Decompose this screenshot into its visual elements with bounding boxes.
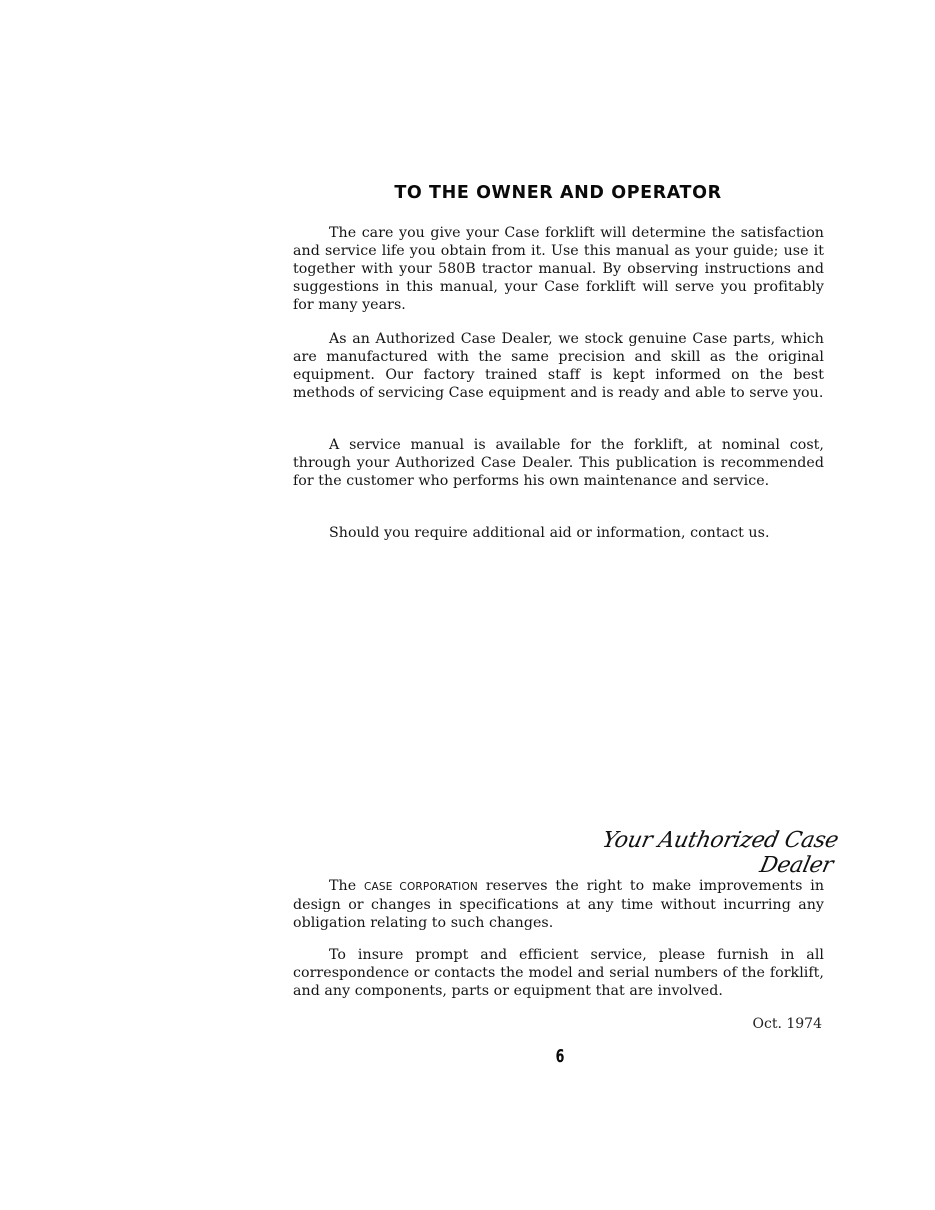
paragraph-care: The care you give your Case forklift will determine the satisfaction and service life you obtain from it. Use this manual as your guide; use it together with your 580B tractor manual. By observing instructions and suggestions in this manual, your Case forklift will serve you profitably for many years. (293, 225, 824, 313)
paragraph-contact: Should you require additional aid or information, contact us. (329, 525, 770, 541)
company-name: CASE CORPORATION (364, 881, 478, 893)
paragraph-disclaimer (293, 877, 824, 932)
paragraph-dealer-parts: As an Authorized Case Dealer, we stock genuine Case parts, which are manufactured with the same precision and skill as the original equipment. Our factory trained staff is kept informed on the best methods of servicing Case equipment and is ready and able to serve you. (293, 331, 824, 401)
dealer-signature: Your Authorized Case Dealer (599, 828, 841, 878)
publication-date: Oct. 1974 (752, 1016, 822, 1032)
page-title: TO THE OWNER AND OPERATOR (394, 183, 722, 203)
disclaimer-prefix: The (329, 878, 357, 894)
paragraph-service-note: To insure prompt and efficient service, please furnish in all correspondence or contacts the model and serial numbers of the forklift, and any components, parts or equipment that are involved. (293, 947, 824, 999)
page-number: 6 (555, 1046, 565, 1067)
paragraph-service-manual: A service manual is available for the forklift, at nominal cost, through your Authorized Case Dealer. This publication is recommended for the customer who performs his own maintenance and service. (293, 437, 824, 489)
disclaimer-text: reserves the right to make improvements in design or changes in specifications at any time without incurring any obligation relating to such changes. (293, 878, 825, 931)
